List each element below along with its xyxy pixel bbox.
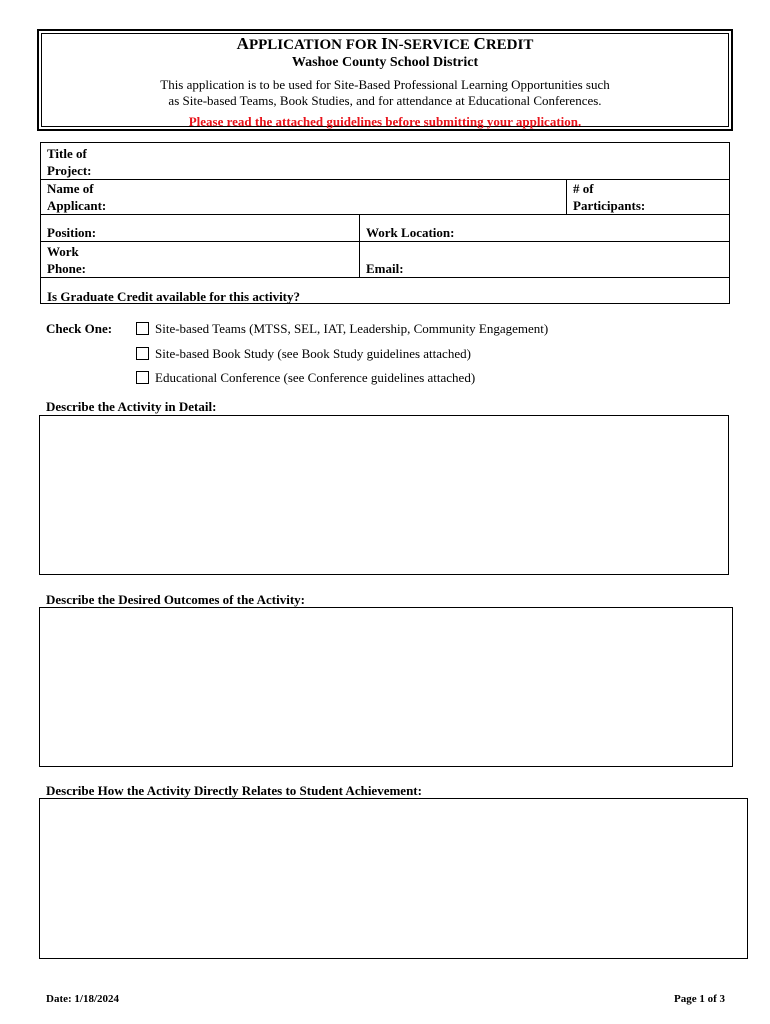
- work-phone-field[interactable]: [47, 243, 86, 277]
- title-part-inservice: N-SERVICE: [387, 37, 474, 53]
- participants-field[interactable]: [573, 180, 645, 214]
- option-label: Educational Conference (see Conference guidelines attached): [155, 370, 476, 385]
- form-title: [0, 34, 770, 54]
- title-of-project-field[interactable]: [47, 145, 92, 179]
- work-location-field[interactable]: [366, 224, 454, 241]
- title-part-application: PPLICATION FOR: [248, 37, 382, 53]
- student-achievement-label: Describe How the Activity Directly Relates to Student Achievement:: [46, 783, 422, 798]
- title-initial-i: I: [381, 34, 388, 53]
- checkbox-educational-conference[interactable]: [136, 371, 149, 384]
- activity-detail-label: Describe the Activity in Detail:: [46, 399, 217, 414]
- column-divider: [359, 214, 360, 277]
- work-location-label: Work Location:: [366, 225, 455, 240]
- activity-detail-textarea[interactable]: [39, 415, 729, 575]
- position-field[interactable]: [47, 224, 96, 241]
- guidelines-warning: Please read the attached guidelines before submitting your application.: [188, 114, 582, 129]
- work-phone-label-2: Phone:: [47, 261, 86, 276]
- title-of-project-label: Title of: [47, 146, 87, 161]
- description-line-2: as Site-based Teams, Book Studies, and for attendance at Educational Conferences.: [168, 93, 602, 108]
- applicant-name-field[interactable]: [47, 180, 106, 214]
- row-divider: [41, 277, 729, 278]
- email-label: Email:: [366, 261, 404, 276]
- checkbox-site-based-teams[interactable]: [136, 322, 149, 335]
- district-name: Washoe County School District: [291, 55, 479, 70]
- graduate-credit-label: Is Graduate Credit available for this activity?: [47, 289, 301, 304]
- participants-label: # of: [573, 181, 594, 196]
- title-initial-a: A: [236, 34, 249, 53]
- work-phone-label: Work: [47, 244, 79, 259]
- title-of-project-label-2: Project:: [47, 163, 92, 178]
- column-divider: [566, 179, 567, 214]
- graduate-credit-field[interactable]: [47, 288, 300, 305]
- title-part-credit: REDIT: [485, 37, 534, 53]
- student-achievement-textarea[interactable]: [39, 798, 748, 959]
- option-label: Site-based Teams (MTSS, SEL, IAT, Leadership, Community Engagement): [155, 321, 549, 336]
- desired-outcomes-textarea[interactable]: [39, 607, 733, 767]
- title-initial-c: C: [473, 34, 486, 53]
- applicant-name-label: Name of: [47, 181, 94, 196]
- participants-label-2: Participants:: [573, 198, 646, 213]
- description-line-1: This application is to be used for Site-Based Professional Learning Opportunities such: [160, 77, 610, 92]
- applicant-name-label-2: Applicant:: [47, 198, 107, 213]
- checkbox-book-study[interactable]: [136, 347, 149, 360]
- position-label: Position:: [47, 225, 97, 240]
- row-divider: [41, 214, 729, 215]
- applicant-info-table: [40, 142, 730, 304]
- option-label: Site-based Book Study (see Book Study guidelines attached): [155, 346, 471, 361]
- footer-page-number: Page 1 of 3: [673, 993, 725, 1005]
- check-one-label: Check One:: [46, 321, 113, 336]
- email-field[interactable]: [366, 260, 404, 277]
- row-divider: [41, 241, 729, 242]
- desired-outcomes-label: Describe the Desired Outcomes of the Activity:: [46, 592, 305, 607]
- footer-date: Date: 1/18/2024: [46, 993, 120, 1005]
